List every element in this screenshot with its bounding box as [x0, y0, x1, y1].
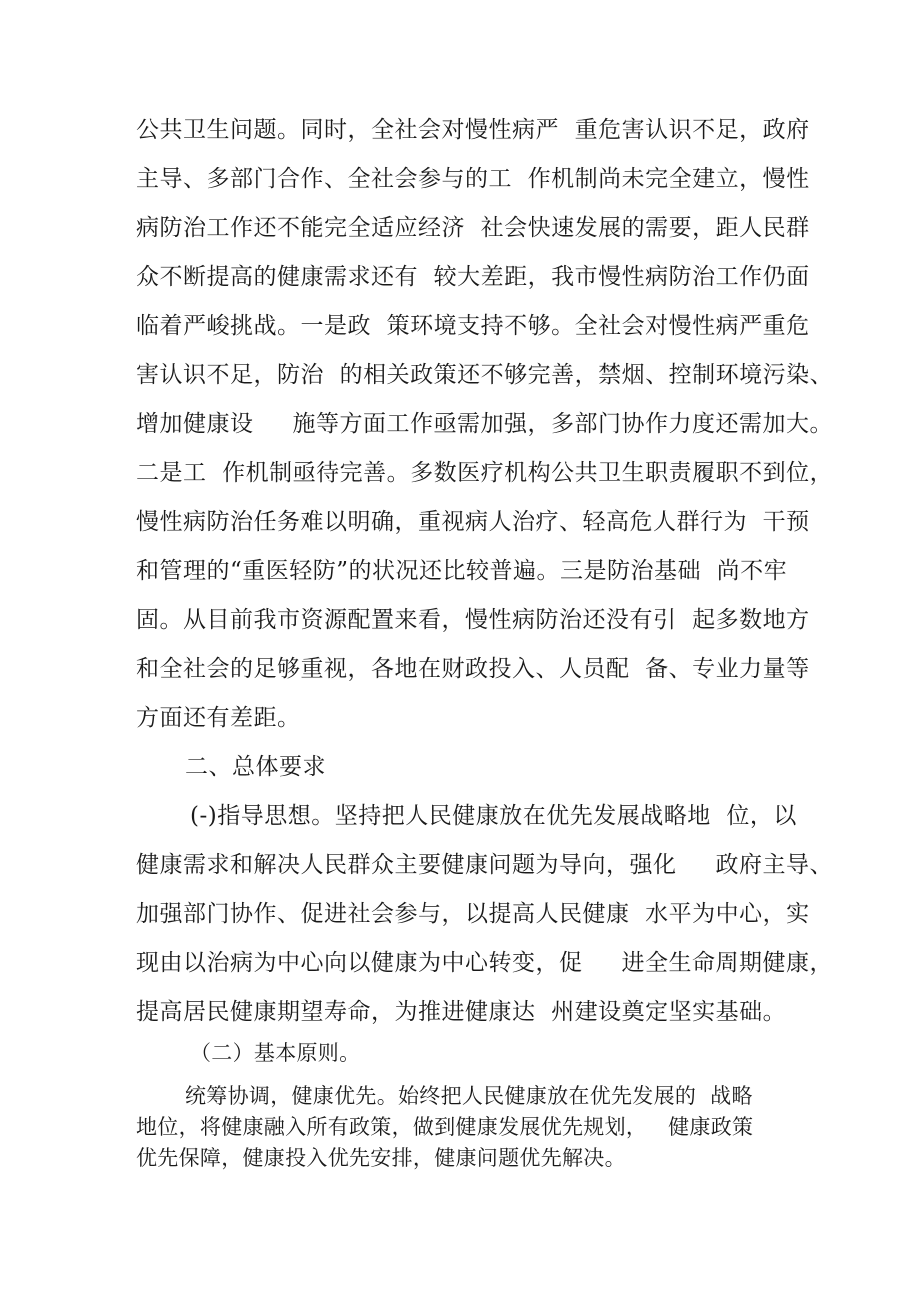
text-line: 固。从目前我市资源配置来看，慢性病防治还没有引 起多数地方 — [136, 607, 810, 633]
text-line: 增加健康设 施等方面工作亟需加强，多部门协作力度还需加大。 — [136, 411, 834, 437]
text-line: 公共卫生问题。同时，全社会对慢性病严 重危害认识不足，政府 — [136, 117, 810, 143]
subheading: （二）基本原则。 — [190, 1041, 361, 1065]
text-line: 统筹协调，健康优先。始终把人民健康放在优先发展的 战略 — [185, 1084, 753, 1108]
text-line: 提高居民健康期望寿命，为推进健康达 州建设奠定坚实基础。 — [136, 999, 787, 1025]
text-line: 慢性病防治任务难以明确，重视病人治疗、轻高危人群行为 干预 — [136, 509, 810, 535]
text-line: 害认识不足，防治 的相关政策还不够完善，禁烟、控制环境污染、 — [136, 362, 834, 388]
text-line: 众不断提高的健康需求还有 较大差距，我市慢性病防治工作仍面 — [136, 264, 810, 290]
text-line: 地位，将健康融入所有政策，做到健康发展优先规划， 健康政策 — [136, 1115, 754, 1139]
text-line: 二是工 作机制亟待完善。多数医疗机构公共卫生职责履职不到位， — [136, 460, 834, 486]
text-line: 方面还有差距。 — [136, 705, 301, 731]
text-line: 现由以治病为中心向以健康为中心转变，促 进全生命周期健康， — [136, 950, 834, 976]
text-line: 临着严峻挑战。一是政 策环境支持不够。全社会对慢性病严重危 — [136, 313, 810, 339]
section-heading: 二、总体要求 — [185, 754, 326, 780]
text-line: 加强部门协作、促进社会参与，以提高人民健康 水平为中心，实 — [136, 901, 810, 927]
text-line: 健康需求和解决人民群众主要健康问题为导向，强化 政府主导、 — [136, 852, 834, 878]
text-line: 主导、多部门合作、全社会参与的工 作机制尚未完全建立，慢性 — [136, 166, 810, 192]
text-line: 和管理的“重医轻防”的状况还比较普遍。三是防治基础 尚不牢 — [136, 558, 788, 584]
text-line: (-)指导思想。坚持把人民健康放在优先发展战略地 位，以 — [190, 803, 797, 829]
text-line: 优先保障，健康投入优先安排，健康问题优先解决。 — [136, 1146, 626, 1170]
text-line: 和全社会的足够重视，各地在财政投入、人员配 备、专业力量等 — [136, 656, 810, 682]
text-line: 病防治工作还不能完全适应经济 社会快速发展的需要，距人民群 — [136, 215, 810, 241]
